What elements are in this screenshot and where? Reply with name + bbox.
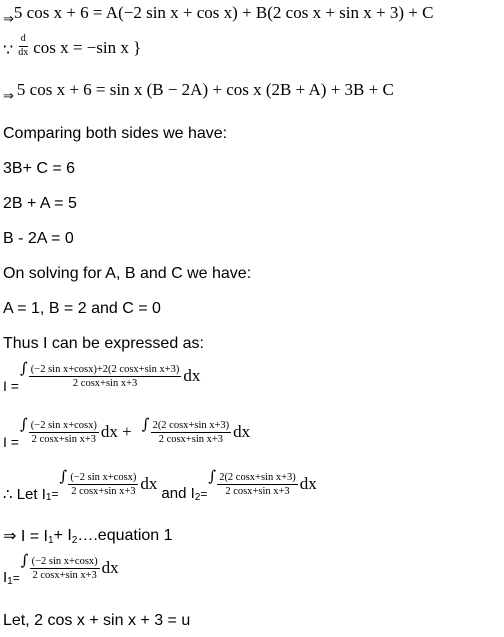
- derivative-note: [3, 34, 141, 58]
- text-thus: Thus I can be expressed as:: [3, 335, 204, 352]
- implies-arrow: ⇒: [3, 88, 14, 104]
- integral-sign: ∫: [20, 550, 29, 569]
- integral-sign: ∫: [19, 358, 28, 377]
- integral-sign: ∫: [19, 414, 28, 433]
- text-solution-values: A = 1, B = 2 and C = 0: [3, 300, 161, 317]
- text-solving: On solving for A, B and C we have:: [3, 265, 252, 282]
- equation-1: 5 cos x + 6 = A(−2 sin x + cos x) + B(2 cos x + sin x + 3) + C: [13, 3, 434, 22]
- text-comparing: Comparing both sides we have:: [3, 125, 228, 142]
- fraction: $\frac{\text{(−2 sin x+cosx)+2(2 cosx+sin x+3)}}{\text{2 cosx+sin x+3}}$: [30, 364, 180, 390]
- integral-expression-2: I = ∫ $\frac{\text{(−2 sin x+cosx)}}{\text{2 cosx+sin x+3}}$ dx + ∫ $\frac{\text{2(2 cosx+sin x+3)}}{\text{2 cosx+sin x+3}}$ dx: [3, 414, 251, 450]
- fraction: $\frac{\text{(−2 sin x+cosx)}}{\text{2 cosx+sin x+3}}$: [30, 420, 97, 446]
- integral-sign: ∫: [141, 414, 150, 433]
- equation-2b-a: 2B + A = 5: [3, 195, 77, 212]
- fraction: $\frac{\text{2(2 cosx+sin x+3)}}{\text{2 cosx+sin x+3}}$: [219, 472, 296, 498]
- derivative-operator: $\frac{d}{dx}$: [18, 33, 29, 58]
- integral-sign: ∫: [208, 466, 217, 485]
- derivative-statement: cos x = −sin x }: [33, 38, 142, 57]
- implies-arrow: ⇒: [3, 11, 14, 27]
- fraction: $\frac{\text{(−2 sin x+cosx)}}{\text{2 cosx+sin x+3}}$: [31, 556, 98, 582]
- equation-b-2a: B - 2A = 0: [3, 230, 74, 247]
- equation-3b-c: 3B+ C = 6: [3, 160, 76, 177]
- fraction: $\frac{\text{2(2 cosx+sin x+3)}}{\text{2 cosx+sin x+3}}$: [152, 420, 230, 446]
- fraction: $\frac{\text{(−2 sin x+cosx)}}{\text{2 cosx+sin x+3}}$: [70, 472, 137, 498]
- equation-2: 5 cos x + 6 = sin x (B − 2A) + cos x (2B + A) + 3B + C: [16, 80, 394, 99]
- integral-definitions: ∴ Let I 1 = ∫ $\frac{\text{(−2 sin x+cosx)}}{\text{2 cosx+sin x+3}}$ dx and I 2 = ∫ $\frac{\text{2(2 cosx+sin x+3)}}{\text{2 cosx+sin x+3}}$ dx: [3, 466, 317, 504]
- text-substitution: Let, 2 cos x + sin x + 3 = u: [3, 612, 191, 629]
- integral-i1: I 1 = ∫ $\frac{\text{(−2 sin x+cosx)}}{\text{2 cosx+sin x+3}}$ dx: [3, 550, 119, 588]
- because-symbol: ∵: [3, 42, 14, 59]
- equation-line-1: [3, 3, 434, 27]
- equation-line-2: [3, 80, 394, 104]
- equation-1-line: ⇒ I = I 1 + I 2 ….equation 1: [3, 527, 173, 546]
- integral-expression-1: I = ∫ $\frac{\text{(−2 sin x+cosx)+2(2 cosx+sin x+3)}}{\text{2 cosx+sin x+3}}$ dx: [3, 358, 201, 394]
- integral-sign: ∫: [59, 466, 68, 485]
